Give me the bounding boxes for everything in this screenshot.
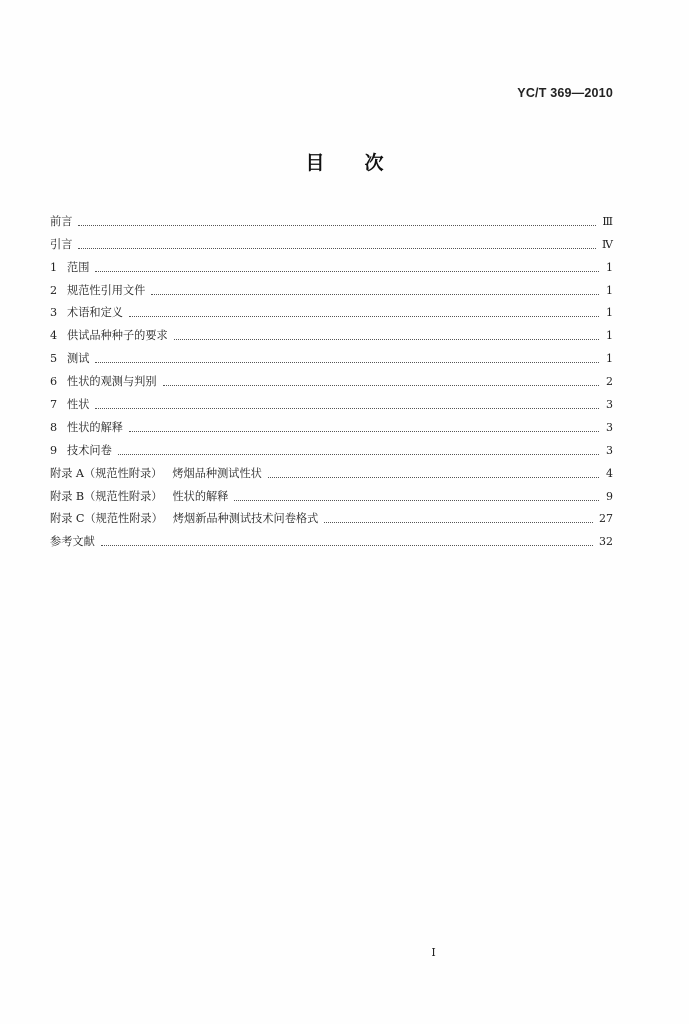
toc-leader-dots [174, 338, 599, 340]
toc-entry-page: 32 [599, 535, 613, 549]
toc-entry-text: 性状的解释 [67, 420, 123, 434]
toc-entry[interactable] [50, 481, 613, 504]
toc-entry-text: 规范性引用文件 [67, 283, 146, 297]
toc-entry-page: 1 [606, 260, 613, 274]
toc-entry-label [50, 444, 118, 458]
toc-entry-text: 性状 [67, 398, 90, 412]
toc-entry[interactable] [50, 526, 613, 549]
toc-leader-dots [129, 315, 599, 317]
toc-leader-dots [268, 476, 599, 478]
toc-entry-label [50, 215, 78, 229]
toc-entry-label [50, 261, 95, 275]
toc-entry[interactable] [50, 504, 613, 527]
toc-entry-label [50, 284, 151, 298]
toc-leader-dots [95, 407, 599, 409]
toc-entry-page: 3 [606, 443, 613, 457]
toc-entry-text: 术语和定义 [67, 306, 123, 320]
toc-entry-label [50, 375, 163, 389]
toc-title-right: 次 [364, 152, 384, 174]
toc-entry-label [50, 238, 78, 252]
toc-entry-text: 附录 A（规范性附录） [50, 466, 163, 480]
toc-leader-dots [118, 453, 599, 455]
toc-leader-dots [95, 270, 599, 272]
toc-entry-subtitle: 烤烟品种测试性状 [172, 466, 262, 480]
toc-leader-dots [129, 430, 599, 432]
toc-entry-label [50, 490, 234, 504]
toc-entry-page: 2 [606, 375, 613, 389]
toc-entry-text: 附录 B（规范性附录） [50, 489, 163, 503]
toc-entry-label [50, 467, 268, 481]
toc-entry-page: 3 [606, 398, 613, 412]
toc-leader-dots [95, 361, 599, 363]
toc-entry-number: 4 [50, 329, 58, 343]
toc-entry-number: 3 [50, 306, 58, 320]
toc-entry-page: 1 [606, 306, 613, 320]
toc-entry-page: Ⅲ [602, 214, 613, 228]
toc-entry-page: 4 [606, 466, 613, 480]
toc-title-left: 目 [305, 152, 325, 174]
toc-entry-text: 测试 [67, 352, 90, 366]
toc-leader-dots [151, 293, 599, 295]
toc-entry-number: 9 [50, 443, 58, 457]
toc-leader-dots [163, 384, 599, 386]
toc-entry-label [50, 306, 129, 320]
toc-entry-number: 6 [50, 375, 58, 389]
toc-entry-text: 性状的观测与判别 [67, 375, 157, 389]
toc-entry-label [50, 512, 324, 526]
toc-entry-page: 1 [606, 352, 613, 366]
toc-entry-text: 前言 [50, 214, 73, 228]
toc-leader-dots [234, 499, 599, 501]
toc-entry-number: 8 [50, 420, 58, 434]
toc-entry[interactable] [50, 366, 613, 389]
toc-entry[interactable] [50, 458, 613, 481]
toc-entry-number: 2 [50, 283, 58, 297]
toc-leader-dots [78, 224, 596, 226]
toc-entry-label [50, 398, 95, 412]
toc-entry-text: 技术问卷 [67, 443, 112, 457]
toc-entry-number: 5 [50, 352, 58, 366]
toc-entry[interactable] [50, 252, 613, 275]
toc-entry-page: 1 [606, 283, 613, 297]
toc-entry-label [50, 352, 95, 366]
toc-entry-subtitle: 烤烟新品种测试技术问卷格式 [172, 512, 319, 526]
toc-entry-text: 供试品种种子的要求 [67, 329, 168, 343]
toc-entry-text: 参考文献 [50, 535, 95, 549]
toc-entry[interactable] [50, 412, 613, 435]
standard-number: YC/T 369—2010 [517, 86, 613, 100]
table-of-contents [50, 206, 613, 549]
toc-entry-page: 3 [606, 420, 613, 434]
toc-entry-subtitle: 性状的解释 [172, 489, 229, 503]
toc-entry-number: 1 [50, 260, 58, 274]
toc-entry-page: 9 [606, 489, 613, 503]
toc-entry-label [50, 421, 129, 435]
toc-title [0, 148, 689, 175]
toc-entry[interactable] [50, 389, 613, 412]
toc-leader-dots [101, 544, 593, 546]
toc-entry-text: 引言 [50, 237, 73, 251]
page-number: I [431, 946, 436, 959]
toc-entry[interactable] [50, 343, 613, 366]
toc-entry-text: 范围 [67, 260, 90, 274]
toc-entry-label [50, 329, 174, 343]
toc-entry-page: Ⅳ [602, 237, 613, 251]
toc-leader-dots [78, 247, 596, 249]
toc-entry[interactable] [50, 435, 613, 458]
toc-entry[interactable] [50, 206, 613, 229]
toc-entry-text: 附录 C（规范性附录） [50, 512, 163, 526]
toc-entry-page: 1 [606, 329, 613, 343]
toc-entry[interactable] [50, 229, 613, 252]
toc-entry[interactable] [50, 320, 613, 343]
toc-entry-label [50, 535, 101, 549]
toc-leader-dots [324, 521, 593, 523]
toc-entry-page: 27 [599, 512, 613, 526]
toc-entry[interactable] [50, 298, 613, 321]
toc-entry-number: 7 [50, 398, 58, 412]
toc-entry[interactable] [50, 275, 613, 298]
